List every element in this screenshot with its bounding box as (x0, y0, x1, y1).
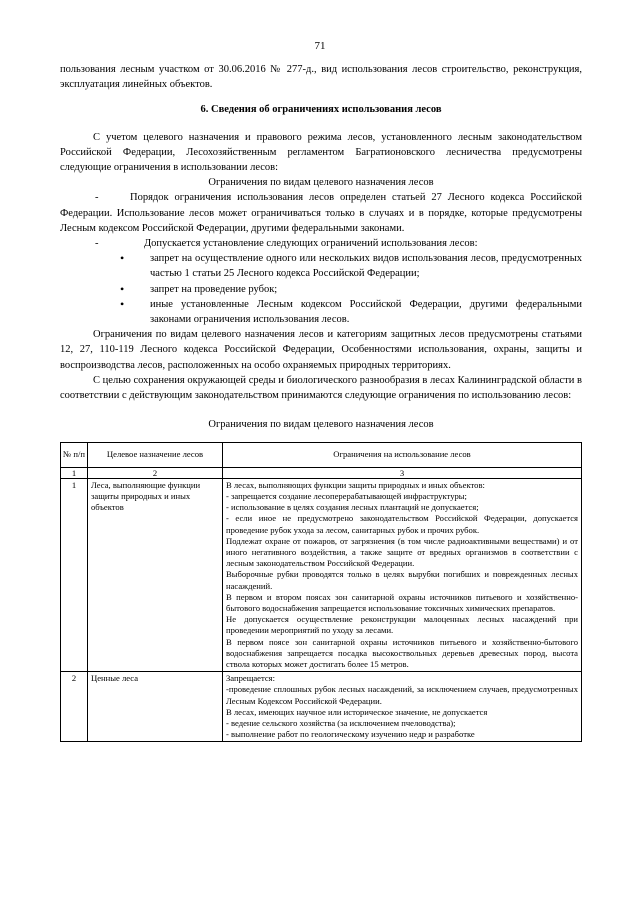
paragraph-allowed (60, 236, 582, 251)
restrictions-table (60, 442, 582, 742)
paragraph-allowed-text: Допускается установление следующих ограничений использования лесов: (144, 238, 478, 250)
dash-marker: - (95, 238, 99, 250)
paragraph-categories: Ограничения по видам целевого назначения лесов и категориям защитных лесов предусмотрены статьями 12, 27, 110-119 Лесного кодекса Российской Федерации, Особенностями использования, охраны, защиты и воспроизводства лесов, расположенных на особо охраняемых природных территориях. (60, 329, 582, 371)
bullet-icon: • (120, 281, 125, 296)
header-purpose: Целевое назначение лесов (88, 443, 223, 467)
restriction-line: - если иное не предусмотрено законодательством Российской Федерации, допускается проведение рубок ухода за лесом, санитарных рубок и прочих рубок. (226, 513, 578, 535)
page-number: 71 (314, 40, 326, 52)
row-purpose: Ценные леса (88, 672, 223, 742)
row-restrictions (223, 672, 582, 742)
restriction-line: - использование в целях создания лесных плантаций не допускается; (226, 502, 479, 513)
table-row (61, 672, 582, 742)
restriction-line: Не допускается осуществление реконструкции малоценных лесных насаждений при проведении мероприятий по уходу за лесами. (226, 614, 578, 636)
restriction-line: - запрещается создание лесоперерабатывающей инфраструктуры; (226, 490, 467, 501)
table-caption: Ограничения по видам целевого назначения лесов (208, 419, 434, 431)
restriction-line: - выполнение работ по геологическому изучению недр и разработке (226, 729, 475, 740)
list-item-text: иные установленные Лесным кодексом Российской Федерации, другими федеральными законами ограничения использования лесов. (150, 298, 582, 326)
column-number: 1 (61, 467, 88, 478)
table-row (61, 478, 582, 671)
table-column-numbers (61, 467, 582, 478)
list-item-text: запрет на осуществление одного или нескольких видов использования лесов, предусмотренных частью 1 статьи 25 Лесного кодекса Российской Федерации; (150, 253, 582, 280)
section-heading: 6. Сведения об ограничениях использования лесов (200, 104, 442, 116)
row-number: 1 (61, 478, 88, 671)
row-number: 2 (61, 672, 88, 742)
restriction-line: - ведение сельского хозяйства (за исключением пчеловодства); (226, 717, 456, 728)
dash-marker: - (95, 192, 99, 204)
bullet-icon: • (120, 251, 125, 266)
header-number: № п/п (61, 443, 88, 467)
subheading-restrictions: Ограничения по видам целевого назначения лесов (208, 177, 434, 189)
row-purpose: Леса, выполняющие функции защиты природных и иных объектов (88, 478, 223, 671)
restriction-line: Выборочные рубки проводятся только в целях вырубки погибших и поврежденных лесных насаждений. (226, 569, 578, 591)
restriction-line: В первом поясе зон санитарной охраны источников питьевого и хозяйственно-бытового водоснабжения запрещается посадка высокоствольных деревьев древесных пород, высота ствола которых может достигать более 15 метров. (226, 636, 578, 669)
list-item-text: запрет на проведение рубок; (150, 283, 278, 295)
table-header-row (61, 443, 582, 467)
paragraph-procedure-text: Порядок ограничения использования лесов определен статьей 27 Лесного кодекса Российской Федерации. Использование лесов может ограничиваться только в случаях и в порядке, которые предусмотрены Лесным кодексом Российской Федерации, другими федеральными законами. (60, 192, 582, 234)
list-item (60, 297, 582, 327)
restriction-line: В лесах, выполняющих функции защиты природных и иных объектов: (226, 479, 485, 490)
document-body (60, 62, 582, 742)
paragraph-environment: С целью сохранения окружающей среды и биологического разнообразия в лесах Калининградской области в соответствии с действующим законодательством принимаются следующие ограничения по использованию лесов: (60, 374, 582, 402)
restriction-line: -проведение сплошных рубок лесных насаждений, за исключением случаев, предусмотренных Лесным Кодексом Российской Федерации. (226, 684, 578, 706)
list-item (60, 251, 582, 281)
column-number: 3 (223, 467, 582, 478)
row-restrictions (223, 478, 582, 671)
paragraph-context: С учетом целевого назначения и правового режима лесов, установленного лесным законодательством Российской Федерации, Лесохозяйственным регламентом Багратионовского лесничества предусмотрены следующие ограничения в использовании лесов: (60, 131, 582, 174)
list-item (60, 282, 582, 297)
restriction-line: В первом и втором поясах зон санитарной охраны источников питьевого и хозяйственно-бытового водоснабжения запрещается использование токсичных химических препаратов. (226, 591, 578, 613)
restrictions-list (60, 251, 582, 327)
restriction-line: Запрещается: (226, 673, 275, 684)
restriction-line: Подлежат охране от пожаров, от загрязнения (в том числе радиоактивными веществами) и от иного негативного воздействия, а также защите от вредных организмов в соответствии с лесным законодательством Российской Федерации. (226, 535, 578, 569)
header-restrictions: Ограничения на использование лесов (223, 443, 582, 467)
intro-paragraph: пользования лесным участком от 30.06.2016 № 277-д., вид использования лесов строительство, реконструкция, эксплуатация линейных объектов. (60, 64, 582, 91)
restriction-line: В лесах, имеющих научное или историческое значение, не допускается (226, 706, 488, 717)
bullet-icon: • (120, 296, 125, 311)
column-number: 2 (88, 467, 223, 478)
